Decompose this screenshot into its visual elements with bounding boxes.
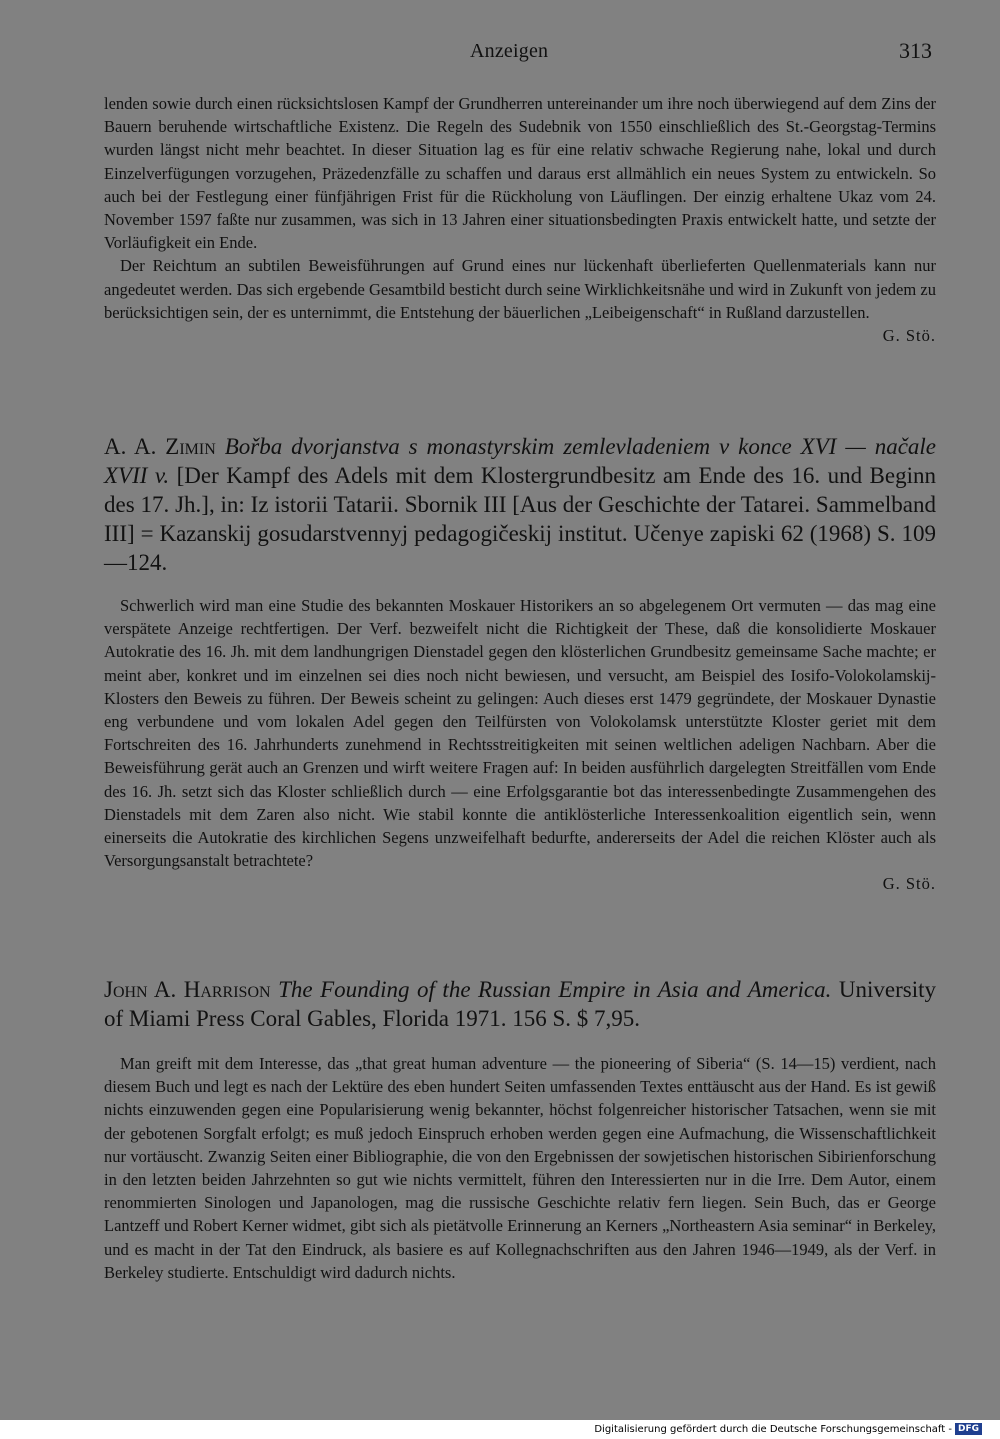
review-zimin-text bbox=[104, 594, 936, 872]
review-heading-harrison bbox=[104, 975, 936, 1033]
review-heading-zimin bbox=[104, 432, 936, 577]
review-citation: [Der Kampf des Adels mit dem Klostergrundbesitz am Ende des 16. und Beginn des 17. Jh.], in: Iz istorii Tatarii. Sbornik III [Aus der Geschichte der Tatarei. Sammelband III] = Kazanskij gosudarstvennyj pedagogičeskij institut. Učenye zapiski 62 (1968) S. 109—124. bbox=[104, 463, 937, 575]
review-harrison bbox=[104, 1052, 936, 1284]
paragraph: Der Reichtum an subtilen Beweisführungen auf Grund eines nur lückenhaft überlieferten Quellenmaterials kann nur angedeutet werden. Das sich ergebende Gesamtbild besticht durch seine Wirklichkeitsnähe und wird in Zukunft von jedem zu berücksichtigen sein, der es unternimmt, die Entstehung der bäuerlichen „Leibeigenschaft“ in Rußland darzustellen. bbox=[104, 256, 936, 322]
footer-credit: Digitalisierung gefördert durch die Deutsche Forschungsgemeinschaft - bbox=[594, 1423, 952, 1435]
review-author: A. A. Zimin bbox=[104, 434, 216, 459]
review-continuation-text bbox=[104, 92, 936, 324]
page-number: 313 bbox=[899, 38, 932, 63]
review-book-title: Bořba dvorjanstva s monastyrskim zemlevladeniem v konce XVI — načale XVII v. bbox=[104, 434, 937, 488]
review-continuation bbox=[104, 92, 936, 346]
reviewer-signature: G. Stö. bbox=[882, 874, 936, 894]
digitization-footer bbox=[594, 1423, 982, 1435]
paragraph: lenden sowie durch einen rücksichtslosen Kampf der Grundherren untereinander um ihre noch überwiegend auf dem Zins der Bauern beruhende wirtschaftliche Existenz. Die Regeln des Sudebnik von 1550 einschließlich des St.-Georgstag-Termins wurden längst nicht mehr beachtet. In dieser Situation lag es für eine relativ schwache Regierung nahe, lokal und durch Einzelverfügungen vorzugehen, Präzedenzfälle zu schaffen und daraus erst allmählich ein neues System zu entwickeln. So auch bei der Festlegung einer fünfjährigen Frist für die Rückholung von Läuflingen. Der einzig erhaltene Ukaz vom 24. November 1597 faßte nur zusammen, was sich in 13 Jahren einer situationsbedingten Praxis entwickelt hatte, und setzte der Vorläufigkeit ein Ende. bbox=[104, 94, 936, 253]
running-head bbox=[0, 36, 1000, 66]
running-head-title: Anzeigen bbox=[470, 40, 549, 62]
review-author: John A. Harrison bbox=[104, 977, 271, 1002]
review-zimin bbox=[104, 594, 936, 894]
review-citation: University of Miami Press Coral Gables, Florida 1971. 156 S. $ 7,95. bbox=[104, 977, 936, 1031]
paragraph: Man greift mit dem Interesse, das „that great human adventure — the pioneering of Siberia“ (S. 14—15) verdient, nach diesem Buch und legt es nach der Lektüre des eben hundert Seiten umfassenden Textes enttäuscht aus der Hand. Es ist gewiß nichts einzuwenden gegen eine Popularisierung wenig bekannter, höchst folgenreicher historischer Tatsachen, wenn sie mit der gebotenen Sorgfalt erfolgt; es muß jedoch Einspruch erhoben werden gegen eine Aufmachung, die Wissenschaftlichkeit nur vortäuscht. Zwanzig Seiten einer Bibliographie, die von den Ergebnissen der sowjetischen historischen Sibirienforschung in den letzten beiden Jahrzehnten so gut wie nichts vermittelt, führen den Interessierten nur in die Irre. Dem Autor, einem renommierten Sinologen und Japanologen, mag die russische Geschichte relativ fern liegen. Sein Buch, das er George Lantzeff und Robert Kerner widmet, gibt sich als pietätvolle Erinnerung an Kerners „Northeastern Asia seminar“ in Berkeley, und es macht in der Tat den Eindruck, als basiere es auf Kollegnachschriften aus den Jahren 1946—1949, als der Verf. in Berkeley studierte. Entschuldigt wird dadurch nichts. bbox=[104, 1054, 936, 1282]
review-book-title: The Founding of the Russian Empire in Asia and America. bbox=[278, 977, 832, 1002]
review-harrison-text bbox=[104, 1052, 936, 1284]
reviewer-signature: G. Stö. bbox=[882, 326, 936, 346]
paragraph: Schwerlich wird man eine Studie des bekannten Moskauer Historikers an so abgelegenem Ort vermuten — das mag eine verspätete Anzeige rechtfertigen. Der Verf. bezweifelt nicht die Richtigkeit der These, daß die konsolidierte Moskauer Autokratie des 16. Jh. mit dem landhungrigen Dienstadel gegen den klösterlichen Grundbesitz gemeinsame Sache machte; er meint aber, konkret und im einzelnen sei dies noch nicht bewiesen, und versucht, am Beispiel des Iosifo-Volokolamskij-Klosters den Beweis zu führen. Der Beweis scheint zu gelingen: Auch dieses erst 1479 gegründete, der Moskauer Dynastie eng verbundene und vom lokalen Adel gegen den Teilfürsten von Volokolamsk unterstützte Kloster geriet mit dem Fortschreiten des 16. Jahrhunderts zunehmend in Rechtsstreitigkeiten mit seinen weltlichen adeligen Nachbarn. Aber die Beweisführung gerät auch an Grenzen und wirft weitere Fragen auf: In beiden ausführlich dargelegten Streitfällen vom Ende des 16. Jh. setzt sich das Kloster schließlich durch — eine Erfolgsgarantie bot das interessenbedingte Zusammengehen des Dienstadels mit dem Zaren also nicht. Wie stabil konnte die antiklösterliche Interessenkoalition eigentlich sein, wenn einerseits die Autokratie des kirchlichen Segens unzweifelhaft bedurfte, andererseits der Adel die reichen Klöster auch als Versorgungsanstalt betrachtete? bbox=[104, 596, 936, 871]
dfg-logo-icon: DFG bbox=[955, 1423, 982, 1435]
